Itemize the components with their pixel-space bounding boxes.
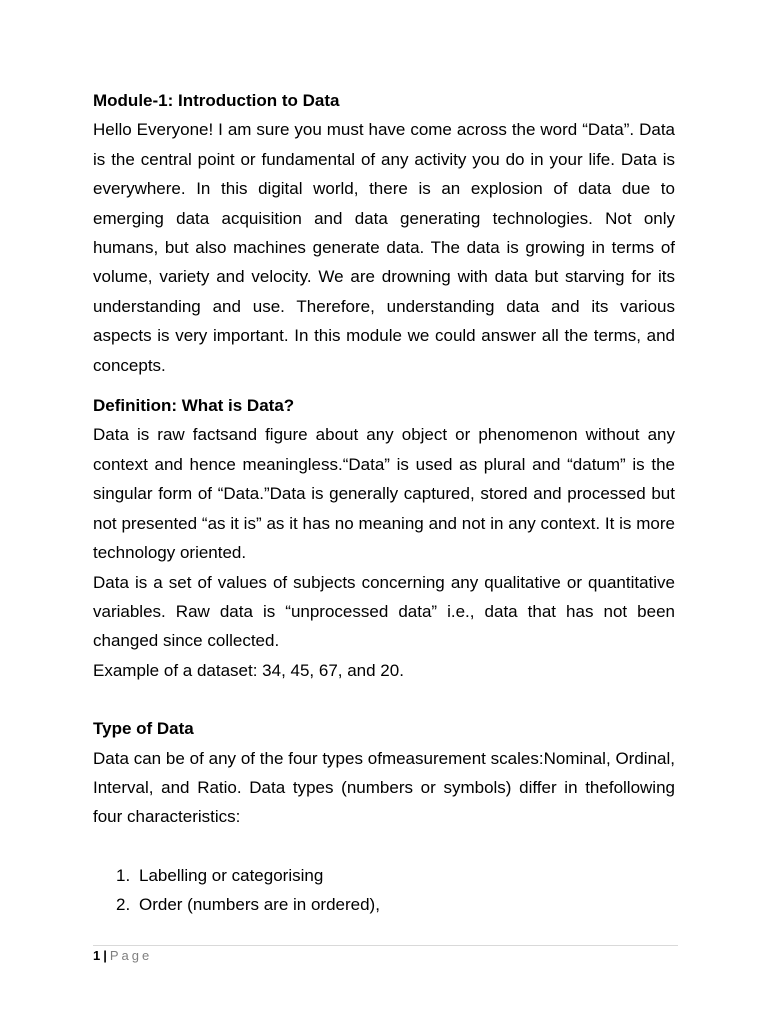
list-item	[93, 861, 675, 890]
document-body	[93, 86, 675, 920]
intro-paragraph: Hello Everyone! I am sure you must have come across the word “Data”. Data is the central point or fundamental of any activity you do in your life. Data is everywhere. In this digital world, there is an explosion of data due to emerging data acquisition and data generating technologies. Not only humans, but also machines generate data. The data is growing in terms of volume, variety and velocity. We are drowning with data but starving for its understanding and use. Therefore, understanding data and its various aspects is very important. In this module we could answer all the terms, and concepts.	[93, 120, 675, 375]
list-item	[93, 890, 675, 919]
characteristics-list	[93, 861, 675, 920]
list-item-text: Labelling or categorising	[139, 865, 324, 885]
page-number: 1	[93, 948, 101, 963]
page-label: Page	[109, 948, 153, 963]
footer-separator: |	[103, 948, 107, 963]
type-of-data-paragraph: Data can be of any of the four types ofmeasurement scales:Nominal, Ordinal, Interval, and Ratio. Data types (numbers or symbols) differ in thefollowing four characteristics:	[93, 748, 675, 827]
list-item-number: 2.	[116, 895, 131, 915]
list-item-text: Order (numbers are in ordered),	[139, 895, 380, 915]
list-item-number: 1.	[116, 865, 131, 885]
page-footer	[93, 947, 152, 965]
footer-divider	[93, 945, 678, 946]
module-title: Module-1: Introduction to Data	[93, 91, 340, 110]
dataset-example: Example of a dataset: 34, 45, 67, and 20.	[93, 660, 404, 680]
type-of-data-heading: Type of Data	[93, 719, 194, 739]
definition-paragraph-2: Data is a set of values of subjects concerning any qualitative or quantitative variables. Raw data is “unprocessed data” i.e., data that has not been changed since collected.	[93, 572, 675, 651]
definition-paragraph: Data is raw factsand figure about any object or phenomenon without any context and hence meaningless.“Data” is used as plural and “datum” is the singular form of “Data.”Data is generally captured, stored and processed but not presented “as it is” as it has no meaning and not in any context. It is more technology oriented.	[93, 425, 675, 563]
definition-heading: Definition: What is Data?	[93, 396, 295, 416]
